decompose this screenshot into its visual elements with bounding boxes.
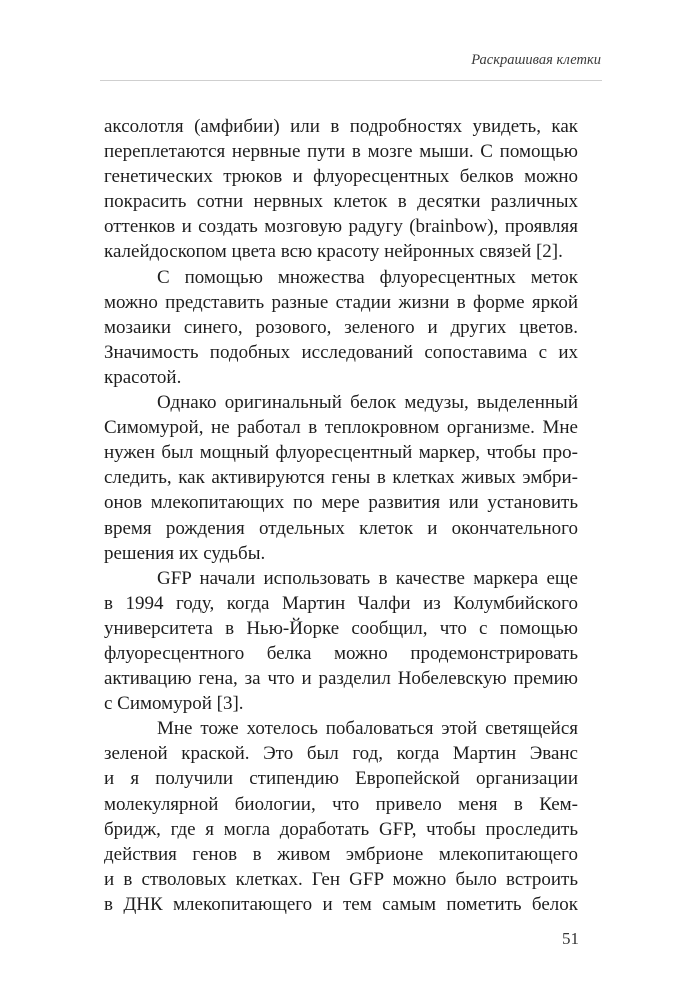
- text-line: флуоресцентного белка можно продемонстрировать: [104, 642, 578, 664]
- text-line: с Симомурой [3].: [104, 693, 244, 715]
- text-line: красотой.: [104, 366, 182, 388]
- text-line: аксолотля (амфибии) или в подробностях увидеть, как: [104, 116, 578, 137]
- text-line: онов млекопитающих по мере развития или установить: [104, 492, 578, 514]
- text-line: зеленой краской. Это был год, когда Мартин Эванс: [104, 743, 578, 765]
- text-line: мозаики синего, розового, зеленого и других цветов.: [104, 316, 578, 338]
- text-line: молекулярной биологии, что привело меня в Кем-: [104, 793, 578, 815]
- text-line: и в стволовых клетках. Ген GFP можно было встроить: [104, 868, 578, 890]
- text-line: университета в Нью-Йорке сообщил, что с помощью: [104, 617, 578, 639]
- text-line: покрасить сотни нервных клеток в десятки различных: [104, 191, 578, 213]
- text-line: действия генов в живом эмбрионе млекопитающего: [104, 843, 578, 865]
- page-number: 51: [562, 929, 579, 948]
- text-line: в 1994 году, когда Мартин Чалфи из Колумбийского: [104, 592, 578, 614]
- text-line: можно представить разные стадии жизни в форме яркой: [104, 291, 578, 313]
- text-line: генетических трюков и флуоресцентных белков можно: [104, 166, 578, 188]
- text-line: Мне тоже хотелось побаловаться этой светящейся: [157, 718, 578, 740]
- text-line: бридж, где я могла доработать GFP, чтобы проследить: [104, 818, 578, 840]
- text-line: следить, как активируются гены в клетках живых эмбри-: [104, 467, 578, 489]
- text-line: С помощью множества флуоресцентных меток: [157, 266, 578, 288]
- text-line: Симомурой, не работал в теплокровном организме. Мне: [104, 417, 578, 439]
- text-line: калейдоскопом цвета всю красоту нейронных связей [2].: [104, 241, 563, 263]
- text-line: активацию гена, за что и разделил Нобелевскую премию: [104, 668, 578, 690]
- body-text: [104, 114, 578, 917]
- running-head: Раскрашивая клетки: [471, 52, 601, 68]
- text-line: нужен был мощный флуоресцентный маркер, чтобы про-: [104, 442, 578, 464]
- text-line: Значимость подобных исследований сопоставима с их: [104, 341, 578, 363]
- text-line: и я получили стипендию Европейской организации: [104, 768, 578, 790]
- text-line: Однако оригинальный белок медузы, выделенный: [157, 392, 578, 414]
- text-line: GFP начали использовать в качестве маркера еще: [157, 567, 578, 589]
- text-line: переплетаются нервные пути в мозге мыши. С помощью: [104, 141, 578, 163]
- text-line: в ДНК млекопитающего и тем самым пометить белок: [104, 893, 578, 915]
- text-line: время рождения отдельных клеток и окончательного: [104, 517, 578, 539]
- text-line: оттенков и создать мозговую радугу (brainbow), проявляя: [104, 216, 578, 238]
- text-line: решения их судьбы.: [104, 542, 266, 564]
- header-rule: [100, 80, 602, 81]
